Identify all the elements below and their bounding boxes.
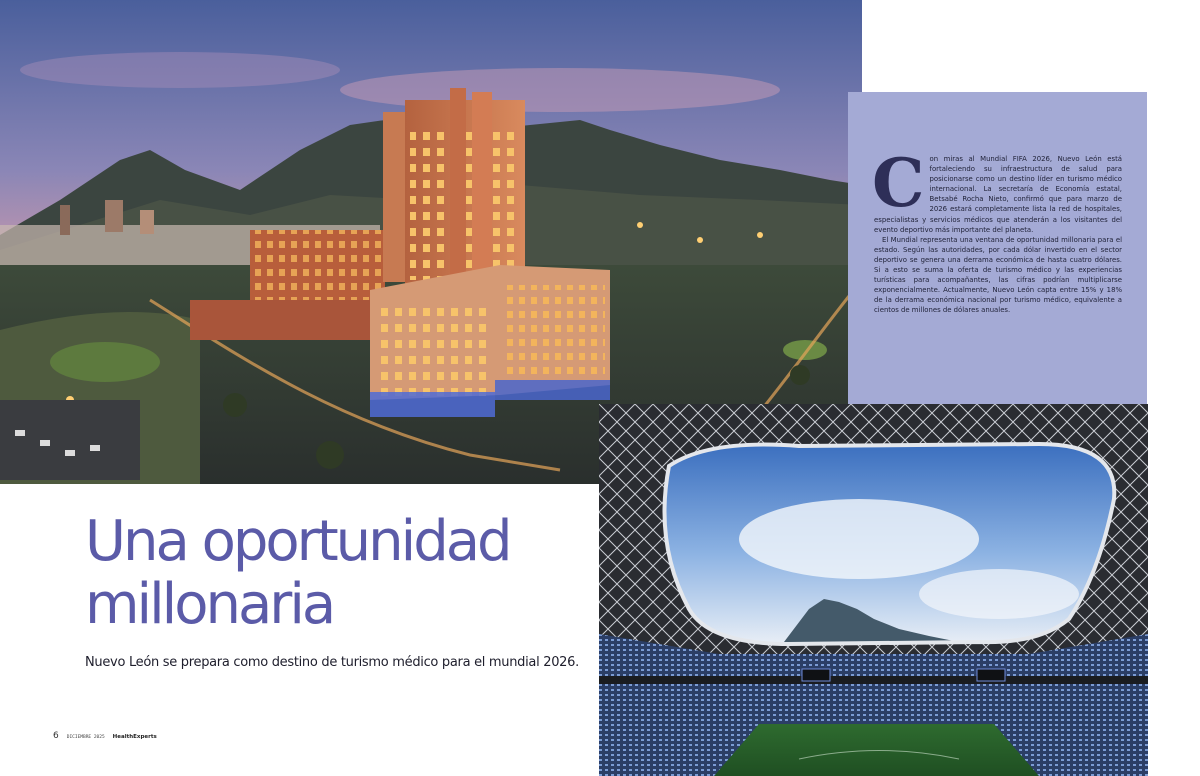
headline-line-1: Una oportunidad xyxy=(85,509,510,574)
article-text-panel xyxy=(848,92,1147,405)
stadium-photo xyxy=(599,404,1148,776)
article-body xyxy=(872,144,1122,316)
drop-cap: C xyxy=(872,144,925,222)
headline-line-2: millonaria xyxy=(85,572,334,637)
subtitle: Nuevo León se prepara como destino de turismo médico para el mundial 2026. xyxy=(85,655,579,670)
issue-date: DICIEMBRE 2025 xyxy=(66,735,105,740)
brand-name: HealthExperts xyxy=(112,734,157,740)
paragraph-1 xyxy=(872,144,1122,235)
paragraph-1-text: on miras al Mundial FIFA 2026, Nuevo León está fortaleciendo su infraestructura de salud para posicionarse como un destino líder en turismo médico internacional. La secretaría de Economía estatal, Betsabé Rocha Nieto, confirmó que para marzo de 2026 estará completamente lista la red de hospitales, especialistas y servicios médicos que atenderán a los visitantes del evento deportivo más importante del planeta. xyxy=(874,155,1122,234)
headline xyxy=(85,510,510,636)
paragraph-2: El Mundial representa una ventana de oportunidad millonaria para el estado. Según las autoridades, por cada dólar invertido en el sector deportivo se genera una derrama económica de hasta cuatro dólares. Si a esto se suma la oferta de turismo médico y las experiencias turísticas para acompañantes, las cifras podrían multiplicarse exponencialmente. Actualmente, Nuevo León capta entre 15% y 18% de la derrama económica nacional por turismo médico, equivalente a cientos de millones de dólares anuales. xyxy=(874,235,1122,315)
page-number: 6 xyxy=(53,731,59,741)
page-footer xyxy=(53,731,157,741)
